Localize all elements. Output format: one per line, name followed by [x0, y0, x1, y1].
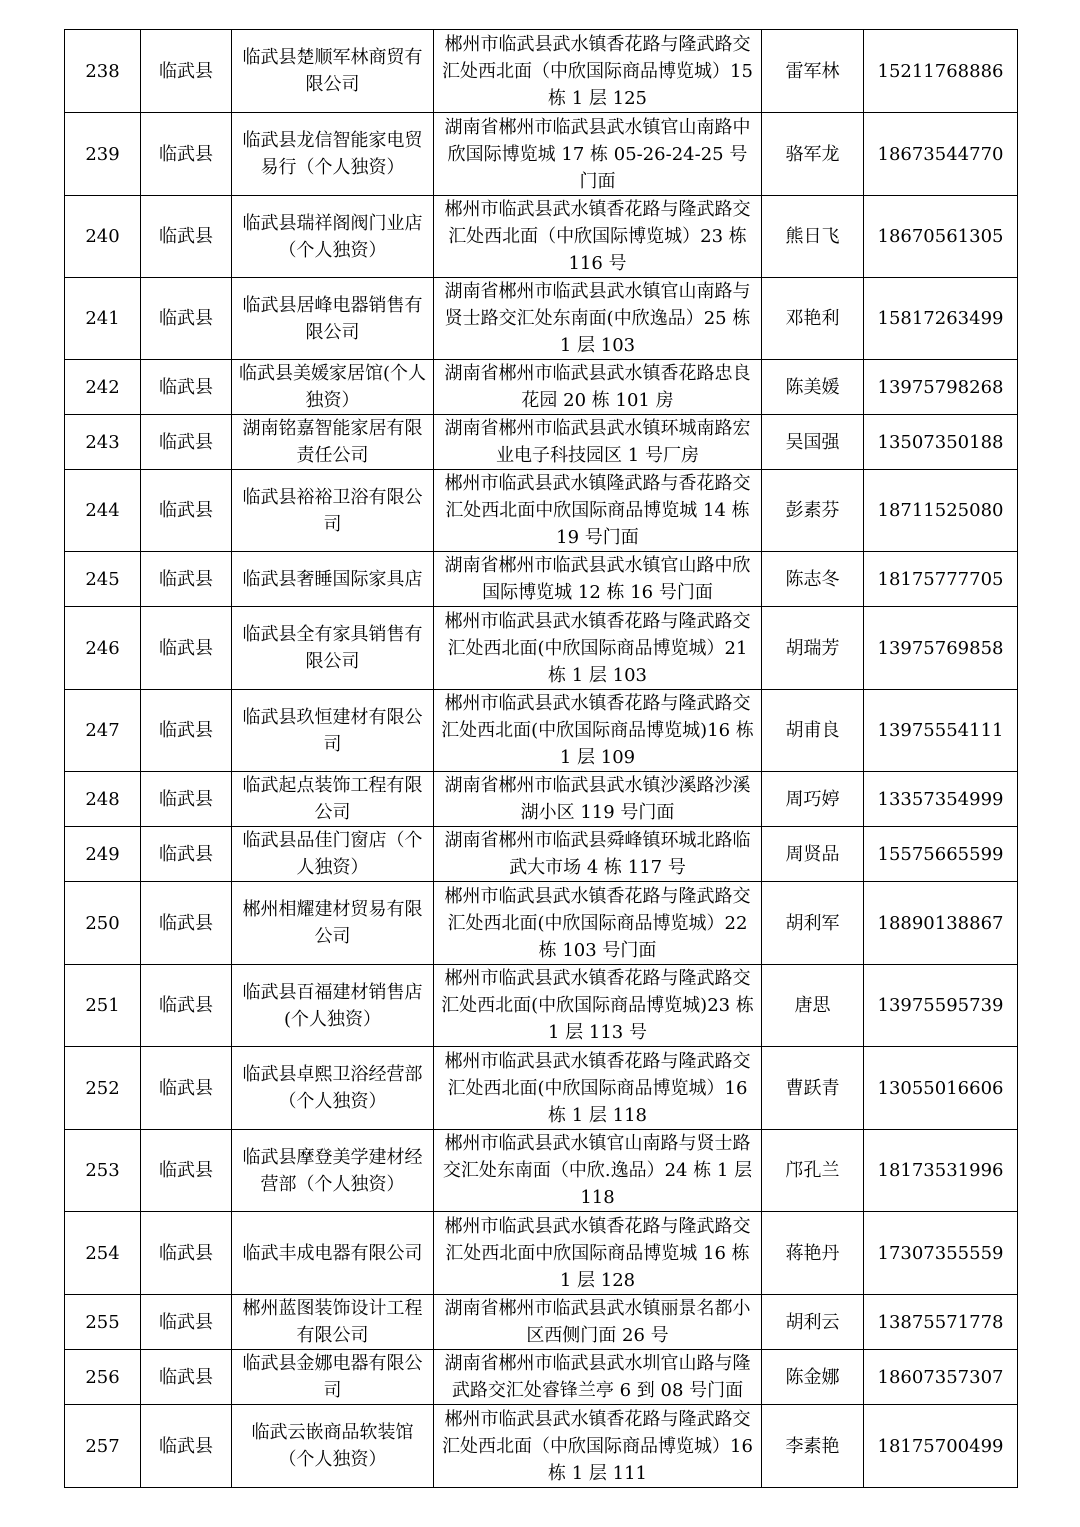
phone-cell: 18670561305	[864, 196, 1018, 278]
county-cell: 临武县	[141, 1047, 232, 1130]
phone-cell: 15817263499	[864, 278, 1018, 360]
contact-person-cell: 唐思	[762, 965, 864, 1047]
table-row	[65, 690, 1018, 772]
company-name-cell: 临武县瑞祥阁阀门业店（个人独资）	[232, 196, 434, 278]
company-name-cell: 临武县摩登美学建材经营部（个人独资）	[232, 1130, 434, 1212]
contact-person-cell: 吴国强	[762, 415, 864, 470]
county-cell: 临武县	[141, 1295, 232, 1350]
county-cell: 临武县	[141, 470, 232, 552]
county-cell: 临武县	[141, 1350, 232, 1405]
company-name-cell: 临武县奢睡国际家具店	[232, 552, 434, 607]
company-name-cell: 临武县龙信智能家电贸易行（个人独资）	[232, 113, 434, 196]
table-row	[65, 552, 1018, 607]
county-cell: 临武县	[141, 415, 232, 470]
row-number: 241	[65, 278, 141, 360]
phone-cell: 13507350188	[864, 415, 1018, 470]
contact-person-cell: 熊日飞	[762, 196, 864, 278]
company-name-cell: 郴州蓝图装饰设计工程有限公司	[232, 1295, 434, 1350]
table-row	[65, 607, 1018, 690]
county-cell: 临武县	[141, 552, 232, 607]
table-row	[65, 470, 1018, 552]
row-number: 242	[65, 360, 141, 415]
county-cell: 临武县	[141, 113, 232, 196]
company-name-cell: 临武起点装饰工程有限公司	[232, 772, 434, 827]
address-cell: 湖南省郴州市临武县武水镇沙溪路沙溪湖小区 119 号门面	[434, 772, 762, 827]
table-body	[65, 30, 1018, 1488]
row-number: 252	[65, 1047, 141, 1130]
row-number: 243	[65, 415, 141, 470]
company-name-cell: 临武县金娜电器有限公司	[232, 1350, 434, 1405]
address-cell: 湖南省郴州市临武县武水镇香花路忠良花园 20 栋 101 房	[434, 360, 762, 415]
row-number: 239	[65, 113, 141, 196]
phone-cell: 13975798268	[864, 360, 1018, 415]
row-number: 244	[65, 470, 141, 552]
table-row	[65, 1047, 1018, 1130]
table-row	[65, 415, 1018, 470]
table-row	[65, 1295, 1018, 1350]
county-cell: 临武县	[141, 360, 232, 415]
contact-person-cell: 李素艳	[762, 1405, 864, 1488]
phone-cell: 17307355559	[864, 1212, 1018, 1295]
row-number: 254	[65, 1212, 141, 1295]
row-number: 257	[65, 1405, 141, 1488]
row-number: 247	[65, 690, 141, 772]
table-row	[65, 196, 1018, 278]
county-cell: 临武县	[141, 1130, 232, 1212]
table-row	[65, 882, 1018, 965]
county-cell: 临武县	[141, 1212, 232, 1295]
company-name-cell: 临武县百福建材销售店(个人独资）	[232, 965, 434, 1047]
company-name-cell: 临武县美媛家居馆(个人独资）	[232, 360, 434, 415]
address-cell: 湖南省郴州市临武县武水镇丽景名都小区西侧门面 26 号	[434, 1295, 762, 1350]
company-name-cell: 临武县楚顺军林商贸有限公司	[232, 30, 434, 113]
phone-cell: 13975595739	[864, 965, 1018, 1047]
contact-person-cell: 邝孔兰	[762, 1130, 864, 1212]
address-cell: 郴州市临武县武水镇香花路与隆武路交汇处西北面中欣国际商品博览城 16 栋 1 层 128	[434, 1212, 762, 1295]
county-cell: 临武县	[141, 196, 232, 278]
contact-person-cell: 陈志冬	[762, 552, 864, 607]
contact-person-cell: 骆军龙	[762, 113, 864, 196]
company-name-cell: 郴州相耀建材贸易有限公司	[232, 882, 434, 965]
table-row	[65, 113, 1018, 196]
county-cell: 临武县	[141, 772, 232, 827]
table-row	[65, 772, 1018, 827]
contact-person-cell: 胡甫良	[762, 690, 864, 772]
contact-person-cell: 雷军林	[762, 30, 864, 113]
company-name-cell: 临武县全有家具销售有限公司	[232, 607, 434, 690]
address-cell: 湖南省郴州市临武县武水圳官山路与隆武路交汇处睿锋兰亭 6 到 08 号门面	[434, 1350, 762, 1405]
company-name-cell: 临武县卓熙卫浴经营部（个人独资）	[232, 1047, 434, 1130]
row-number: 249	[65, 827, 141, 882]
company-name-cell: 湖南铭嘉智能家居有限责任公司	[232, 415, 434, 470]
county-cell: 临武县	[141, 607, 232, 690]
merchant-table	[64, 29, 1018, 1488]
phone-cell: 18175700499	[864, 1405, 1018, 1488]
county-cell: 临武县	[141, 30, 232, 113]
contact-person-cell: 曹跃青	[762, 1047, 864, 1130]
row-number: 246	[65, 607, 141, 690]
table-row	[65, 278, 1018, 360]
phone-cell: 18173531996	[864, 1130, 1018, 1212]
phone-cell: 18607357307	[864, 1350, 1018, 1405]
contact-person-cell: 胡利云	[762, 1295, 864, 1350]
table-row	[65, 1350, 1018, 1405]
contact-person-cell: 陈美媛	[762, 360, 864, 415]
address-cell: 湖南省郴州市临武县武水镇环城南路宏业电子科技园区 1 号厂房	[434, 415, 762, 470]
table-row	[65, 1130, 1018, 1212]
county-cell: 临武县	[141, 827, 232, 882]
address-cell: 湖南省郴州市临武县武水镇官山南路与贤士路交汇处东南面(中欣逸品）25 栋 1 层 103	[434, 278, 762, 360]
phone-cell: 13055016606	[864, 1047, 1018, 1130]
phone-cell: 18175777705	[864, 552, 1018, 607]
row-number: 256	[65, 1350, 141, 1405]
address-cell: 郴州市临武县武水镇香花路与隆武路交汇处西北面（中欣国际商品博览城）15 栋 1 层 125	[434, 30, 762, 113]
company-name-cell: 临武县品佳门窗店（个人独资）	[232, 827, 434, 882]
county-cell: 临武县	[141, 690, 232, 772]
contact-person-cell: 陈金娜	[762, 1350, 864, 1405]
row-number: 251	[65, 965, 141, 1047]
phone-cell: 18890138867	[864, 882, 1018, 965]
contact-person-cell: 周贤品	[762, 827, 864, 882]
company-name-cell: 临武县居峰电器销售有限公司	[232, 278, 434, 360]
address-cell: 郴州市临武县武水镇香花路与隆武路交汇处西北面(中欣国际商品博览城)23 栋 1 层 113 号	[434, 965, 762, 1047]
table-row	[65, 1405, 1018, 1488]
company-name-cell: 临武县玖恒建材有限公司	[232, 690, 434, 772]
phone-cell: 13975769858	[864, 607, 1018, 690]
contact-person-cell: 周巧婷	[762, 772, 864, 827]
county-cell: 临武县	[141, 965, 232, 1047]
phone-cell: 15211768886	[864, 30, 1018, 113]
phone-cell: 13357354999	[864, 772, 1018, 827]
company-name-cell: 临武丰成电器有限公司	[232, 1212, 434, 1295]
phone-cell: 13875571778	[864, 1295, 1018, 1350]
contact-person-cell: 彭素芬	[762, 470, 864, 552]
county-cell: 临武县	[141, 1405, 232, 1488]
address-cell: 郴州市临武县武水镇香花路与隆武路交汇处西北面（中欣国际博览城）23 栋 116 号	[434, 196, 762, 278]
address-cell: 郴州市临武县武水镇官山南路与贤士路交汇处东南面（中欣.逸品）24 栋 1 层 118	[434, 1130, 762, 1212]
table-row	[65, 965, 1018, 1047]
table-row	[65, 827, 1018, 882]
contact-person-cell: 胡瑞芳	[762, 607, 864, 690]
address-cell: 湖南省郴州市临武县舜峰镇环城北路临武大市场 4 栋 117 号	[434, 827, 762, 882]
address-cell: 郴州市临武县武水镇香花路与隆武路交汇处西北面(中欣国际商品博览城)16 栋 1 层 109	[434, 690, 762, 772]
contact-person-cell: 蒋艳丹	[762, 1212, 864, 1295]
row-number: 240	[65, 196, 141, 278]
phone-cell: 15575665599	[864, 827, 1018, 882]
row-number: 253	[65, 1130, 141, 1212]
table-row	[65, 360, 1018, 415]
phone-cell: 18711525080	[864, 470, 1018, 552]
address-cell: 郴州市临武县武水镇香花路与隆武路交汇处西北面(中欣国际商品博览城）22 栋 103 号门面	[434, 882, 762, 965]
company-name-cell: 临武云嵌商品软装馆（个人独资）	[232, 1405, 434, 1488]
row-number: 248	[65, 772, 141, 827]
address-cell: 郴州市临武县武水镇隆武路与香花路交汇处西北面中欣国际商品博览城 14 栋 19 号门面	[434, 470, 762, 552]
county-cell: 临武县	[141, 882, 232, 965]
address-cell: 郴州市临武县武水镇香花路与隆武路交汇处西北面(中欣国际商品博览城）21 栋 1 层 103	[434, 607, 762, 690]
address-cell: 郴州市临武县武水镇香花路与隆武路交汇处西北面(中欣国际商品博览城）16 栋 1 层 118	[434, 1047, 762, 1130]
address-cell: 湖南省郴州市临武县武水镇官山路中欣国际博览城 12 栋 16 号门面	[434, 552, 762, 607]
row-number: 255	[65, 1295, 141, 1350]
contact-person-cell: 邓艳利	[762, 278, 864, 360]
row-number: 250	[65, 882, 141, 965]
company-name-cell: 临武县裕裕卫浴有限公司	[232, 470, 434, 552]
table-row	[65, 30, 1018, 113]
phone-cell: 18673544770	[864, 113, 1018, 196]
contact-person-cell: 胡利军	[762, 882, 864, 965]
phone-cell: 13975554111	[864, 690, 1018, 772]
address-cell: 湖南省郴州市临武县武水镇官山南路中欣国际博览城 17 栋 05-26-24-25 号门面	[434, 113, 762, 196]
address-cell: 郴州市临武县武水镇香花路与隆武路交汇处西北面（中欣国际商品博览城）16 栋 1 层 111	[434, 1405, 762, 1488]
row-number: 245	[65, 552, 141, 607]
county-cell: 临武县	[141, 278, 232, 360]
table-row	[65, 1212, 1018, 1295]
row-number: 238	[65, 30, 141, 113]
